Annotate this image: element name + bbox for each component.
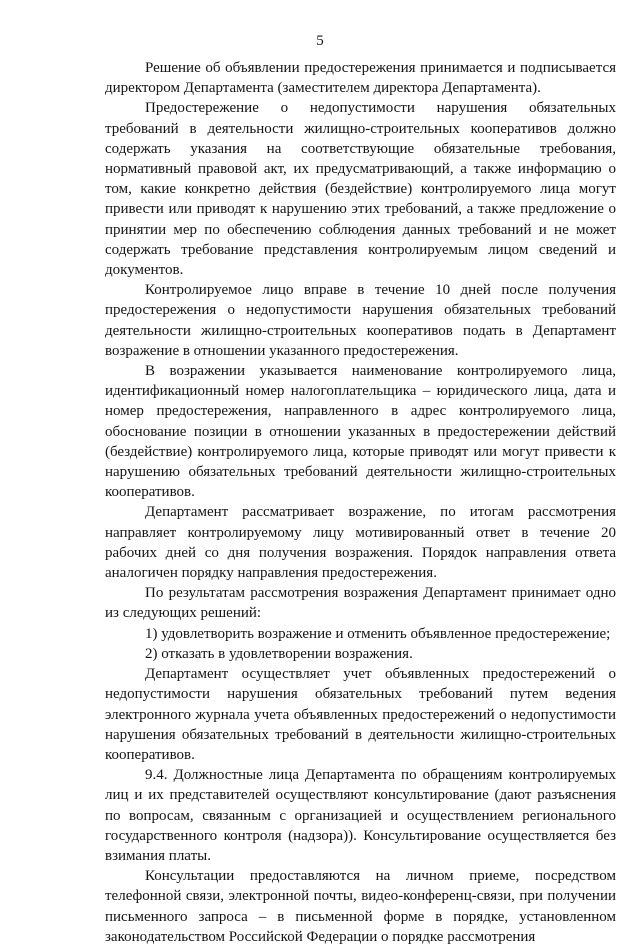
paragraph-option-1: 1) удовлетворить возражение и отменить объявленное предостережение; — [145, 625, 611, 642]
document-body — [105, 58, 616, 947]
paragraph-objection-review: Департамент рассматривает возражение, по итогам рассмотрения направляет контролируемому лицу мотивированный ответ в течение 20 рабочих дней со дня получения возражения. Порядок направления ответа аналогичен порядку направления предостережения. — [105, 504, 616, 582]
paragraph-objection-right: Контролируемое лицо вправе в течение 10 дней после получения предостережения о недопустимости нарушения обязательных требований деятельности жилищно-строительных кооперативов подать в Департамент возражение в отношении указанного предостережения. — [105, 282, 616, 359]
page-number: 5 — [316, 33, 324, 49]
paragraph-review-results: По результатам рассмотрения возражения Департамент принимает одно из следующих решений: — [105, 585, 616, 622]
paragraph-consulting: 9.4. Должностные лица Департамента по обращениям контролируемых лиц и их представителей осуществляют консультирование (дают разъяснения по вопросам, связанным с организацией и осуществлением регионального государственного контроля (надзора)). Консультирование осуществляется без взимания платы. — [105, 767, 616, 864]
paragraph-option-2: 2) отказать в удовлетворении возражения. — [145, 645, 413, 662]
paragraph-warning-registry: Департамент осуществляет учет объявленных предостережений о недопустимости нарушения обязательных требований путем ведения электронного журнала учета объявленных предостережений о недопустимости нарушения обязательных требований в деятельности жилищно-строительных кооперативов. — [105, 666, 616, 763]
paragraph-consultation-methods: Консультации предоставляются на личном приеме, посредством телефонной связи, электронной почты, видео-конференц-связи, при получении письменного запроса – в письменной форме в порядке, установленном законодательством Российской Федерации о порядке рассмотрения — [105, 868, 616, 945]
paragraph-objection-content: В возражении указывается наименование контролируемого лица, идентификационный номер налогоплательщика – юридического лица, дата и номер предостережения, направленного в адрес контролируемого лица, обоснование позиции в отношении указанных в предостережении действий (бездействие) контролируемого лица, которые приводят или могут привести к нарушению обязательных требований деятельности жилищно-строительных кооперативов. — [105, 363, 616, 501]
paragraph-decision-signing: Решение об объявлении предостережения принимается и подписывается директором Департамента (заместителем директора Департамента). — [105, 60, 616, 97]
paragraph-warning-content: Предостережение о недопустимости нарушения обязательных требований в деятельности жилищно-строительных кооперативов должно содержать указания на соответствующие обязательные требования, нормативный правовой акт, их предусматривающий, а также информацию о том, какие конкретно действия (бездействие) контролируемого лица могут привести или приводят к нарушению этих требований, а также предложение о принятии мер по обеспечению соблюдения данных требований и не может содержать требование представления контролируемым лицом сведений и документов. — [105, 100, 616, 279]
